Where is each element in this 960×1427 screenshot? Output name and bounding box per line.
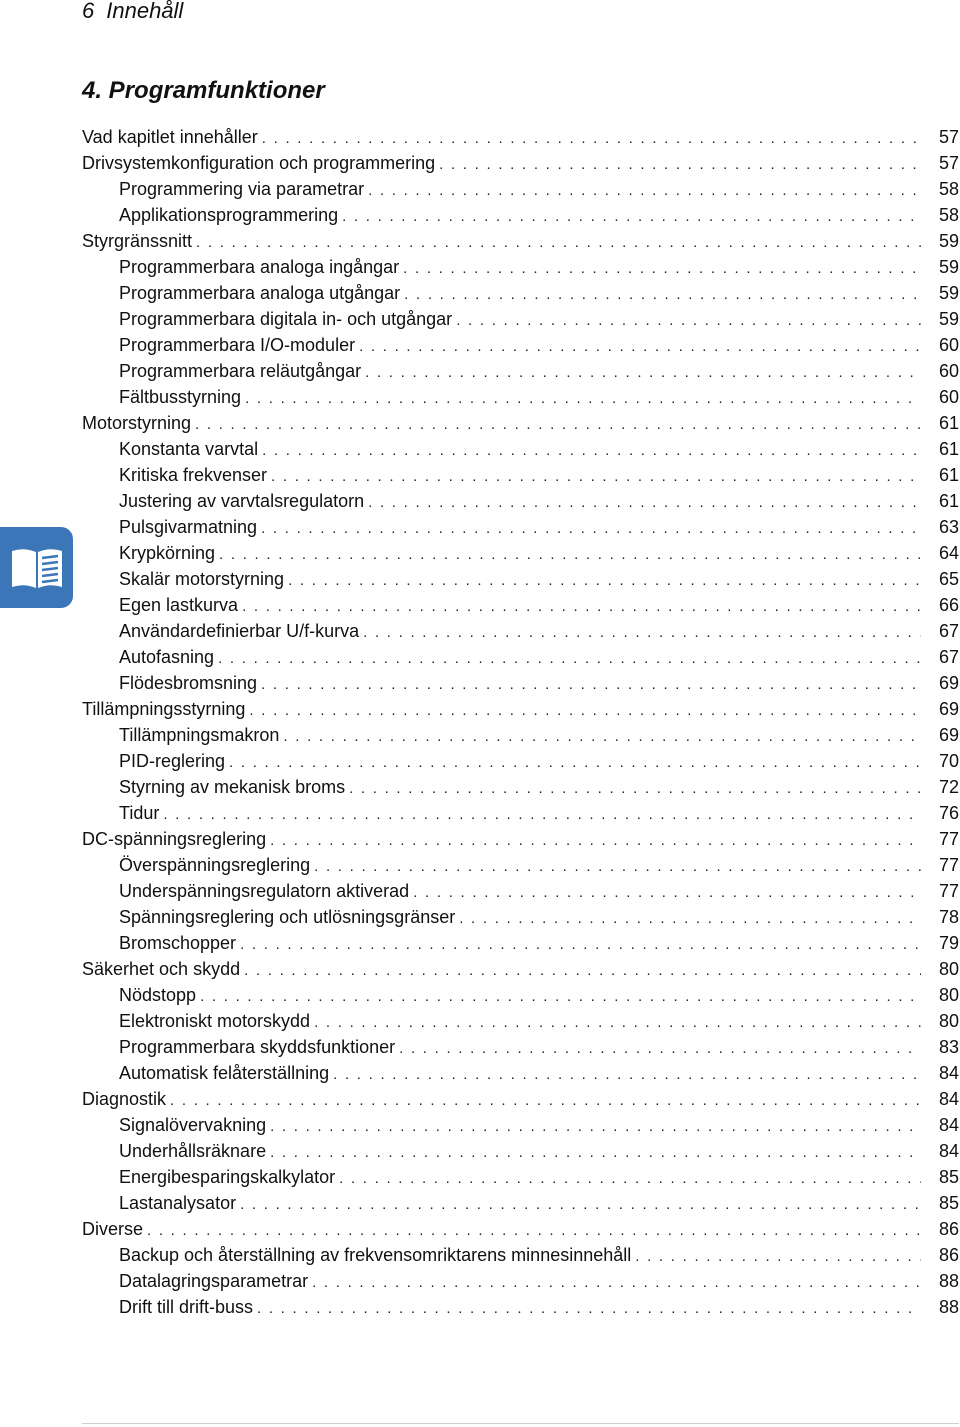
toc-entry[interactable] — [82, 150, 959, 176]
toc-entry-label: Programmerbara skyddsfunktioner — [119, 1037, 396, 1057]
toc-entry-page: 77 — [938, 829, 959, 849]
toc-entry-label: Tillämpningsstyrning — [82, 699, 246, 719]
toc-entry-label: Användardefinierbar U/f-kurva — [119, 621, 360, 641]
toc-entry-label: Drift till drift-buss — [119, 1297, 254, 1317]
toc-entry-label: Krypkörning — [119, 543, 216, 563]
toc-entry-label: DC-spänningsreglering — [82, 829, 267, 849]
toc-entry-page: 84 — [938, 1141, 959, 1161]
toc-entry-label: Underspänningsregulatorn aktiverad — [119, 881, 410, 901]
toc-entry[interactable] — [82, 1190, 959, 1216]
toc-entry-page: 78 — [938, 907, 959, 927]
toc-dot-leader — [342, 204, 921, 230]
toc-entry-page: 65 — [938, 569, 959, 589]
toc-entry-label: Bromschopper — [119, 933, 237, 953]
toc-entry[interactable] — [82, 904, 959, 930]
toc-entry-label: Nödstopp — [119, 985, 197, 1005]
toc-entry-page: 85 — [938, 1193, 959, 1213]
toc-dot-leader — [333, 1062, 921, 1088]
toc-dot-leader — [314, 1010, 921, 1036]
toc-dot-leader — [459, 906, 921, 932]
toc-dot-leader — [413, 880, 921, 906]
toc-dot-leader — [240, 1192, 921, 1218]
toc-entry[interactable] — [82, 1112, 959, 1138]
toc-dot-leader — [262, 126, 921, 152]
toc-entry[interactable] — [82, 1138, 959, 1164]
toc-entry-label: Elektroniskt motorskydd — [119, 1011, 311, 1031]
toc-dot-leader — [163, 802, 921, 828]
toc-entry-label: Underhållsräknare — [119, 1141, 267, 1161]
footer-rule — [82, 1423, 959, 1424]
toc-entry[interactable] — [82, 930, 959, 956]
toc-entry-label: Programmerbara analoga utgångar — [119, 283, 401, 303]
toc-entry[interactable] — [82, 514, 959, 540]
toc-entry[interactable] — [82, 280, 959, 306]
toc-dot-leader — [439, 152, 921, 178]
toc-entry[interactable] — [82, 774, 959, 800]
page-number: 6 — [82, 0, 95, 23]
toc-entry-label: Programmerbara I/O-moduler — [119, 335, 356, 355]
toc-entry-page: 57 — [938, 153, 959, 173]
toc-entry-page: 58 — [938, 179, 959, 199]
toc-entry-label: Skalär motorstyrning — [119, 569, 285, 589]
toc-entry[interactable] — [82, 982, 959, 1008]
toc-entry[interactable] — [82, 384, 959, 410]
toc-dot-leader — [270, 828, 921, 854]
toc-entry[interactable] — [82, 878, 959, 904]
toc-entry-label: Kritiska frekvenser — [119, 465, 268, 485]
toc-dot-leader — [368, 490, 921, 516]
toc-dot-leader — [283, 724, 921, 750]
toc-dot-leader — [403, 256, 921, 282]
toc-entry-page: 57 — [938, 127, 959, 147]
toc-dot-leader — [635, 1244, 921, 1270]
toc-entry-page: 61 — [938, 439, 959, 459]
toc-dot-leader — [249, 698, 921, 724]
toc-dot-leader — [314, 854, 921, 880]
toc-entry[interactable] — [82, 332, 959, 358]
toc-entry[interactable] — [82, 800, 959, 826]
toc-entry-page: 83 — [938, 1037, 959, 1057]
toc-entry[interactable] — [82, 306, 959, 332]
toc-entry-label: Autofasning — [119, 647, 215, 667]
toc-entry-label: Styrgränssnitt — [82, 231, 193, 251]
toc-entry-label: Flödesbromsning — [119, 673, 258, 693]
toc-entry-page: 66 — [938, 595, 959, 615]
table-of-contents — [82, 124, 959, 1320]
page-header — [82, 0, 183, 24]
toc-entry-label: Diagnostik — [82, 1089, 167, 1109]
toc-entry-label: Spänningsreglering och utlösningsgränser — [119, 907, 456, 927]
toc-entry-label: Programmering via parametrar — [119, 179, 365, 199]
toc-entry-label: Vad kapitlet innehåller — [82, 127, 258, 147]
toc-entry[interactable] — [82, 1034, 959, 1060]
toc-entry-label: Signalövervakning — [119, 1115, 267, 1135]
toc-entry[interactable] — [82, 462, 959, 488]
toc-entry[interactable] — [82, 852, 959, 878]
toc-entry[interactable] — [82, 254, 959, 280]
toc-dot-leader — [288, 568, 921, 594]
toc-dot-leader — [170, 1088, 921, 1114]
toc-entry-page: 77 — [938, 855, 959, 875]
toc-entry-label: Konstanta varvtal — [119, 439, 259, 459]
toc-dot-leader — [245, 386, 921, 412]
toc-entry[interactable] — [82, 826, 959, 852]
toc-entry-page: 60 — [938, 335, 959, 355]
toc-entry[interactable] — [82, 1164, 959, 1190]
toc-entry-page: 69 — [938, 673, 959, 693]
toc-entry-label: PID-reglering — [119, 751, 226, 771]
toc-entry-page: 76 — [938, 803, 959, 823]
toc-entry-page: 80 — [938, 959, 959, 979]
toc-entry[interactable] — [82, 1216, 959, 1242]
toc-entry[interactable] — [82, 1268, 959, 1294]
toc-entry[interactable] — [82, 1294, 959, 1320]
toc-entry[interactable] — [82, 1008, 959, 1034]
toc-entry-page: 80 — [938, 985, 959, 1005]
toc-dot-leader — [368, 178, 921, 204]
toc-dot-leader — [229, 750, 921, 776]
toc-dot-leader — [339, 1166, 921, 1192]
toc-entry-page: 70 — [938, 751, 959, 771]
toc-entry-label: Backup och återställning av frekvensomriktarens minnesinnehåll — [119, 1245, 632, 1265]
toc-entry-page: 67 — [938, 621, 959, 641]
chapter-side-tab — [0, 527, 73, 608]
toc-entry[interactable] — [82, 228, 959, 254]
toc-entry-page: 61 — [938, 491, 959, 511]
toc-entry[interactable] — [82, 488, 959, 514]
toc-dot-leader — [261, 672, 921, 698]
toc-dot-leader — [200, 984, 921, 1010]
toc-entry-page: 69 — [938, 725, 959, 745]
toc-entry[interactable] — [82, 722, 959, 748]
toc-dot-leader — [399, 1036, 921, 1062]
toc-entry-page: 59 — [938, 257, 959, 277]
toc-entry-label: Motorstyrning — [82, 413, 192, 433]
toc-entry[interactable] — [82, 1242, 959, 1268]
toc-entry-page: 64 — [938, 543, 959, 563]
toc-dot-leader — [244, 958, 921, 984]
toc-entry-page: 84 — [938, 1089, 959, 1109]
toc-dot-leader — [240, 932, 921, 958]
toc-entry-label: Datalagringsparametrar — [119, 1271, 309, 1291]
toc-entry[interactable] — [82, 1086, 959, 1112]
toc-dot-leader — [270, 1140, 921, 1166]
toc-dot-leader — [196, 230, 921, 256]
toc-entry[interactable] — [82, 592, 959, 618]
toc-entry-label: Justering av varvtalsregulatorn — [119, 491, 365, 511]
toc-dot-leader — [147, 1218, 921, 1244]
toc-entry-label: Egen lastkurva — [119, 595, 239, 615]
toc-entry[interactable] — [82, 618, 959, 644]
toc-dot-leader — [261, 516, 921, 542]
toc-entry-label: Diverse — [82, 1219, 144, 1239]
toc-entry-label: Styrning av mekanisk broms — [119, 777, 346, 797]
toc-dot-leader — [365, 360, 921, 386]
toc-entry-label: Programmerbara reläutgångar — [119, 361, 362, 381]
toc-entry-page: 61 — [938, 413, 959, 433]
toc-entry[interactable] — [82, 670, 959, 696]
toc-entry-page: 61 — [938, 465, 959, 485]
toc-entry-label: Lastanalysator — [119, 1193, 237, 1213]
toc-entry[interactable] — [82, 956, 959, 982]
toc-dot-leader — [456, 308, 921, 334]
toc-entry-page: 84 — [938, 1115, 959, 1135]
toc-entry-page: 72 — [938, 777, 959, 797]
toc-dot-leader — [242, 594, 921, 620]
toc-entry-page: 88 — [938, 1271, 959, 1291]
toc-entry-label: Applikationsprogrammering — [119, 205, 339, 225]
toc-entry[interactable] — [82, 566, 959, 592]
toc-entry-page: 59 — [938, 231, 959, 251]
toc-entry[interactable] — [82, 540, 959, 566]
toc-entry[interactable] — [82, 1060, 959, 1086]
toc-entry-page: 86 — [938, 1245, 959, 1265]
toc-entry-page: 63 — [938, 517, 959, 537]
toc-entry[interactable] — [82, 748, 959, 774]
toc-entry[interactable] — [82, 436, 959, 462]
toc-entry-page: 60 — [938, 387, 959, 407]
section-title: Innehåll — [106, 0, 184, 23]
toc-dot-leader — [195, 412, 921, 438]
toc-entry-label: Säkerhet och skydd — [82, 959, 241, 979]
toc-entry-label: Tidur — [119, 803, 160, 823]
toc-dot-leader — [218, 646, 921, 672]
toc-entry-page: 77 — [938, 881, 959, 901]
toc-entry-page: 85 — [938, 1167, 959, 1187]
toc-entry-label: Pulsgivarmatning — [119, 517, 258, 537]
toc-entry[interactable] — [82, 202, 959, 228]
toc-entry[interactable] — [82, 410, 959, 436]
toc-entry-page: 60 — [938, 361, 959, 381]
toc-entry-label: Överspänningsreglering — [119, 855, 311, 875]
toc-entry-page: 59 — [938, 309, 959, 329]
toc-dot-leader — [271, 464, 921, 490]
toc-dot-leader — [262, 438, 921, 464]
toc-entry[interactable] — [82, 124, 959, 150]
toc-dot-leader — [219, 542, 921, 568]
toc-dot-leader — [270, 1114, 921, 1140]
toc-entry-page: 84 — [938, 1063, 959, 1083]
toc-entry-page: 58 — [938, 205, 959, 225]
toc-dot-leader — [363, 620, 921, 646]
toc-entry[interactable] — [82, 696, 959, 722]
toc-entry[interactable] — [82, 358, 959, 384]
toc-entry[interactable] — [82, 644, 959, 670]
toc-entry-page: 86 — [938, 1219, 959, 1239]
toc-dot-leader — [404, 282, 921, 308]
toc-entry-page: 67 — [938, 647, 959, 667]
toc-dot-leader — [257, 1296, 921, 1322]
toc-entry-label: Programmerbara digitala in- och utgångar — [119, 309, 453, 329]
toc-entry-page: 88 — [938, 1297, 959, 1317]
toc-entry-page: 69 — [938, 699, 959, 719]
toc-dot-leader — [312, 1270, 921, 1296]
toc-entry[interactable] — [82, 176, 959, 202]
book-icon — [9, 545, 65, 591]
toc-entry-page: 59 — [938, 283, 959, 303]
toc-entry-label: Programmerbara analoga ingångar — [119, 257, 400, 277]
toc-entry-label: Energibesparingskalkylator — [119, 1167, 336, 1187]
toc-entry-page: 80 — [938, 1011, 959, 1031]
toc-entry-page: 79 — [938, 933, 959, 953]
toc-entry-label: Tillämpningsmakron — [119, 725, 280, 745]
toc-dot-leader — [349, 776, 921, 802]
toc-dot-leader — [359, 334, 921, 360]
toc-entry-label: Fältbusstyrning — [119, 387, 242, 407]
chapter-title: 4. Programfunktioner — [82, 77, 325, 104]
toc-entry-label: Drivsystemkonfiguration och programmering — [82, 153, 436, 173]
toc-entry-label: Automatisk felåterställning — [119, 1063, 330, 1083]
